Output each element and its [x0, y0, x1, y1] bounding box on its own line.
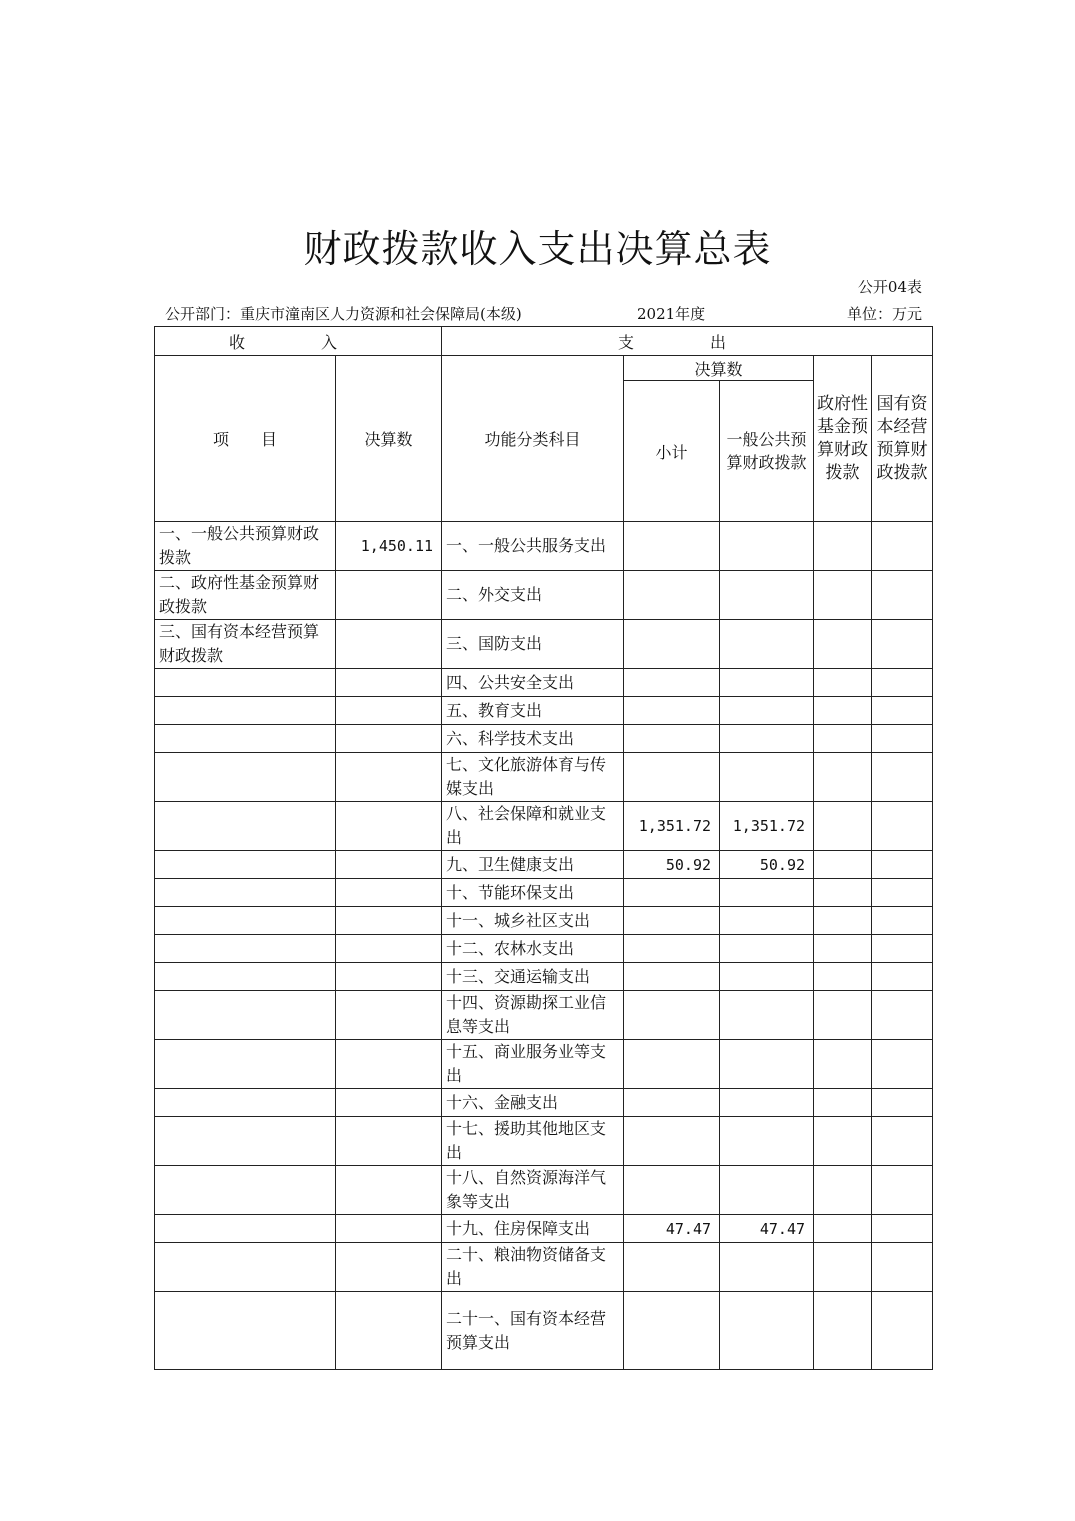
subtotal-cell: 47.47 — [624, 1215, 720, 1243]
income-item-cell — [155, 1117, 336, 1166]
col-state-capital-header: 国有资本经营预算财政拨款 — [872, 356, 933, 522]
subtotal-cell — [624, 571, 720, 620]
expense-item-cell: 十七、援助其他地区支出 — [442, 1117, 624, 1166]
expense-item-cell: 十九、住房保障支出 — [442, 1215, 624, 1243]
state-capital-cell — [872, 1243, 933, 1292]
general-budget-cell: 50.92 — [720, 851, 814, 879]
expense-item-cell: 七、文化旅游体育与传媒支出 — [442, 753, 624, 802]
state-capital-cell — [872, 522, 933, 571]
table-code: 公开04表 — [857, 278, 922, 296]
subtotal-cell — [624, 963, 720, 991]
general-budget-cell — [720, 1117, 814, 1166]
income-item-cell — [155, 991, 336, 1040]
income-amount-cell — [336, 620, 442, 669]
gov-fund-cell — [814, 851, 872, 879]
gov-fund-cell — [814, 935, 872, 963]
income-amount-cell — [336, 1166, 442, 1215]
gov-fund-cell — [814, 1117, 872, 1166]
general-budget-cell — [720, 571, 814, 620]
general-budget-cell — [720, 669, 814, 697]
expense-item-cell: 十四、资源勘探工业信息等支出 — [442, 991, 624, 1040]
gov-fund-cell — [814, 725, 872, 753]
gov-fund-cell — [814, 669, 872, 697]
subtotal-cell — [624, 620, 720, 669]
expense-item-cell: 一、一般公共服务支出 — [442, 522, 624, 571]
gov-fund-cell — [814, 1166, 872, 1215]
table-row — [155, 1243, 933, 1292]
subtotal-cell — [624, 1040, 720, 1089]
income-amount-cell — [336, 935, 442, 963]
state-capital-cell — [872, 1040, 933, 1089]
table-row — [155, 1292, 933, 1370]
state-capital-cell — [872, 935, 933, 963]
col-item-header: 项 目 — [155, 356, 336, 522]
subtotal-cell: 1,351.72 — [624, 802, 720, 851]
table-row — [155, 879, 933, 907]
general-budget-cell — [720, 963, 814, 991]
gov-fund-cell — [814, 697, 872, 725]
gov-fund-cell — [814, 907, 872, 935]
gov-fund-cell — [814, 753, 872, 802]
table-row — [155, 851, 933, 879]
income-item-cell — [155, 907, 336, 935]
state-capital-cell — [872, 1089, 933, 1117]
income-item-cell — [155, 1243, 336, 1292]
gov-fund-cell — [814, 802, 872, 851]
general-budget-cell — [720, 725, 814, 753]
general-budget-cell — [720, 620, 814, 669]
income-amount-cell — [336, 1292, 442, 1370]
income-amount-cell — [336, 991, 442, 1040]
expense-item-cell: 十二、农林水支出 — [442, 935, 624, 963]
table-row — [155, 753, 933, 802]
col-final-amount-header: 决算数 — [624, 356, 814, 381]
table-row — [155, 571, 933, 620]
gov-fund-cell — [814, 1215, 872, 1243]
subtotal-cell — [624, 1166, 720, 1215]
income-item-cell — [155, 669, 336, 697]
col-gov-fund-header: 政府性基金预算财政拨款 — [814, 356, 872, 522]
income-amount-cell — [336, 669, 442, 697]
general-budget-cell — [720, 1166, 814, 1215]
state-capital-cell — [872, 725, 933, 753]
general-budget-cell — [720, 1089, 814, 1117]
general-budget-cell: 1,351.72 — [720, 802, 814, 851]
state-capital-cell — [872, 697, 933, 725]
gov-fund-cell — [814, 620, 872, 669]
subtotal-cell — [624, 879, 720, 907]
state-capital-cell — [872, 879, 933, 907]
general-budget-cell — [720, 879, 814, 907]
expense-item-cell: 十八、自然资源海洋气象等支出 — [442, 1166, 624, 1215]
gov-fund-cell — [814, 1089, 872, 1117]
table-row — [155, 725, 933, 753]
income-amount-cell — [336, 851, 442, 879]
subtotal-cell — [624, 1243, 720, 1292]
table-row — [155, 1117, 933, 1166]
expense-item-cell: 二、外交支出 — [442, 571, 624, 620]
unit-label: 单位：万元 — [846, 305, 922, 323]
income-amount-cell — [336, 1215, 442, 1243]
income-item-cell — [155, 1089, 336, 1117]
state-capital-cell — [872, 1292, 933, 1370]
expense-item-cell: 十五、商业服务业等支出 — [442, 1040, 624, 1089]
subtotal-cell — [624, 1117, 720, 1166]
expense-item-cell: 五、教育支出 — [442, 697, 624, 725]
table-row — [155, 991, 933, 1040]
gov-fund-cell — [814, 1243, 872, 1292]
expense-section-header: 支 出 — [442, 327, 933, 356]
table-row — [155, 963, 933, 991]
state-capital-cell — [872, 1166, 933, 1215]
gov-fund-cell — [814, 1292, 872, 1370]
fiscal-year: 2021年度 — [637, 305, 706, 323]
income-item-cell — [155, 879, 336, 907]
income-amount-cell — [336, 1117, 442, 1166]
subtotal-cell — [624, 522, 720, 571]
col-subtotal-header: 小计 — [624, 381, 720, 522]
table-row — [155, 669, 933, 697]
subtotal-cell — [624, 753, 720, 802]
general-budget-cell — [720, 753, 814, 802]
table-row — [155, 802, 933, 851]
general-budget-cell: 47.47 — [720, 1215, 814, 1243]
state-capital-cell — [872, 851, 933, 879]
gov-fund-cell — [814, 1040, 872, 1089]
state-capital-cell — [872, 620, 933, 669]
income-item-cell — [155, 1215, 336, 1243]
subtotal-cell — [624, 697, 720, 725]
expense-item-cell: 三、国防支出 — [442, 620, 624, 669]
income-item-cell — [155, 697, 336, 725]
general-budget-cell — [720, 697, 814, 725]
gov-fund-cell — [814, 522, 872, 571]
table-row — [155, 1215, 933, 1243]
gov-fund-cell — [814, 991, 872, 1040]
income-item-cell — [155, 1292, 336, 1370]
income-item-cell: 三、国有资本经营预算财政拨款 — [155, 620, 336, 669]
income-amount-cell — [336, 1040, 442, 1089]
table-row — [155, 907, 933, 935]
general-budget-cell — [720, 935, 814, 963]
income-item-cell: 二、政府性基金预算财政拨款 — [155, 571, 336, 620]
state-capital-cell — [872, 907, 933, 935]
table-row — [155, 1089, 933, 1117]
general-budget-cell — [720, 991, 814, 1040]
table-row — [155, 620, 933, 669]
income-amount-cell — [336, 907, 442, 935]
subtotal-cell — [624, 669, 720, 697]
income-item-cell — [155, 753, 336, 802]
department-label: 公开部门：重庆市潼南区人力资源和社会保障局(本级) — [165, 305, 522, 323]
income-item-cell — [155, 851, 336, 879]
expense-item-cell: 十三、交通运输支出 — [442, 963, 624, 991]
income-amount-cell — [336, 1089, 442, 1117]
income-amount-cell — [336, 571, 442, 620]
expense-item-cell: 四、公共安全支出 — [442, 669, 624, 697]
state-capital-cell — [872, 571, 933, 620]
table-row — [155, 1040, 933, 1089]
income-amount-cell — [336, 879, 442, 907]
income-amount-cell — [336, 753, 442, 802]
subtotal-cell — [624, 935, 720, 963]
general-budget-cell — [720, 1292, 814, 1370]
income-item-cell — [155, 963, 336, 991]
subtotal-cell — [624, 1089, 720, 1117]
state-capital-cell — [872, 669, 933, 697]
state-capital-cell — [872, 1215, 933, 1243]
gov-fund-cell — [814, 571, 872, 620]
gov-fund-cell — [814, 879, 872, 907]
col-general-budget-header: 一般公共预算财政拨款 — [720, 381, 814, 522]
gov-fund-cell — [814, 963, 872, 991]
table-row — [155, 1166, 933, 1215]
expense-item-cell: 六、科学技术支出 — [442, 725, 624, 753]
col-amount-header: 决算数 — [336, 356, 442, 522]
income-amount-cell — [336, 802, 442, 851]
table-row — [155, 522, 933, 571]
income-amount-cell — [336, 963, 442, 991]
expense-item-cell: 九、卫生健康支出 — [442, 851, 624, 879]
income-item-cell — [155, 725, 336, 753]
table-row — [155, 697, 933, 725]
subtotal-cell: 50.92 — [624, 851, 720, 879]
general-budget-cell — [720, 1243, 814, 1292]
expense-item-cell: 十六、金融支出 — [442, 1089, 624, 1117]
income-item-cell — [155, 1166, 336, 1215]
income-amount-cell — [336, 1243, 442, 1292]
subtotal-cell — [624, 991, 720, 1040]
state-capital-cell — [872, 991, 933, 1040]
income-item-cell — [155, 935, 336, 963]
page-title: 财政拨款收入支出决算总表 — [303, 227, 772, 271]
income-item-cell: 一、一般公共预算财政拨款 — [155, 522, 336, 571]
income-amount-cell — [336, 697, 442, 725]
income-item-cell — [155, 1040, 336, 1089]
general-budget-cell — [720, 1040, 814, 1089]
income-amount-cell: 1,450.11 — [336, 522, 442, 571]
expense-item-cell: 十、节能环保支出 — [442, 879, 624, 907]
expense-item-cell: 八、社会保障和就业支出 — [442, 802, 624, 851]
table-row — [155, 935, 933, 963]
state-capital-cell — [872, 963, 933, 991]
expense-item-cell: 二十、粮油物资储备支出 — [442, 1243, 624, 1292]
subtotal-cell — [624, 725, 720, 753]
general-budget-cell — [720, 907, 814, 935]
state-capital-cell — [872, 802, 933, 851]
state-capital-cell — [872, 753, 933, 802]
income-amount-cell — [336, 725, 442, 753]
expense-item-cell: 十一、城乡社区支出 — [442, 907, 624, 935]
col-func-subject-header: 功能分类科目 — [442, 356, 624, 522]
income-section-header: 收 入 — [155, 327, 442, 356]
subtotal-cell — [624, 907, 720, 935]
state-capital-cell — [872, 1117, 933, 1166]
expense-item-cell: 二十一、国有资本经营预算支出 — [442, 1292, 624, 1370]
general-budget-cell — [720, 522, 814, 571]
budget-table — [154, 326, 933, 1370]
income-item-cell — [155, 802, 336, 851]
subtotal-cell — [624, 1292, 720, 1370]
